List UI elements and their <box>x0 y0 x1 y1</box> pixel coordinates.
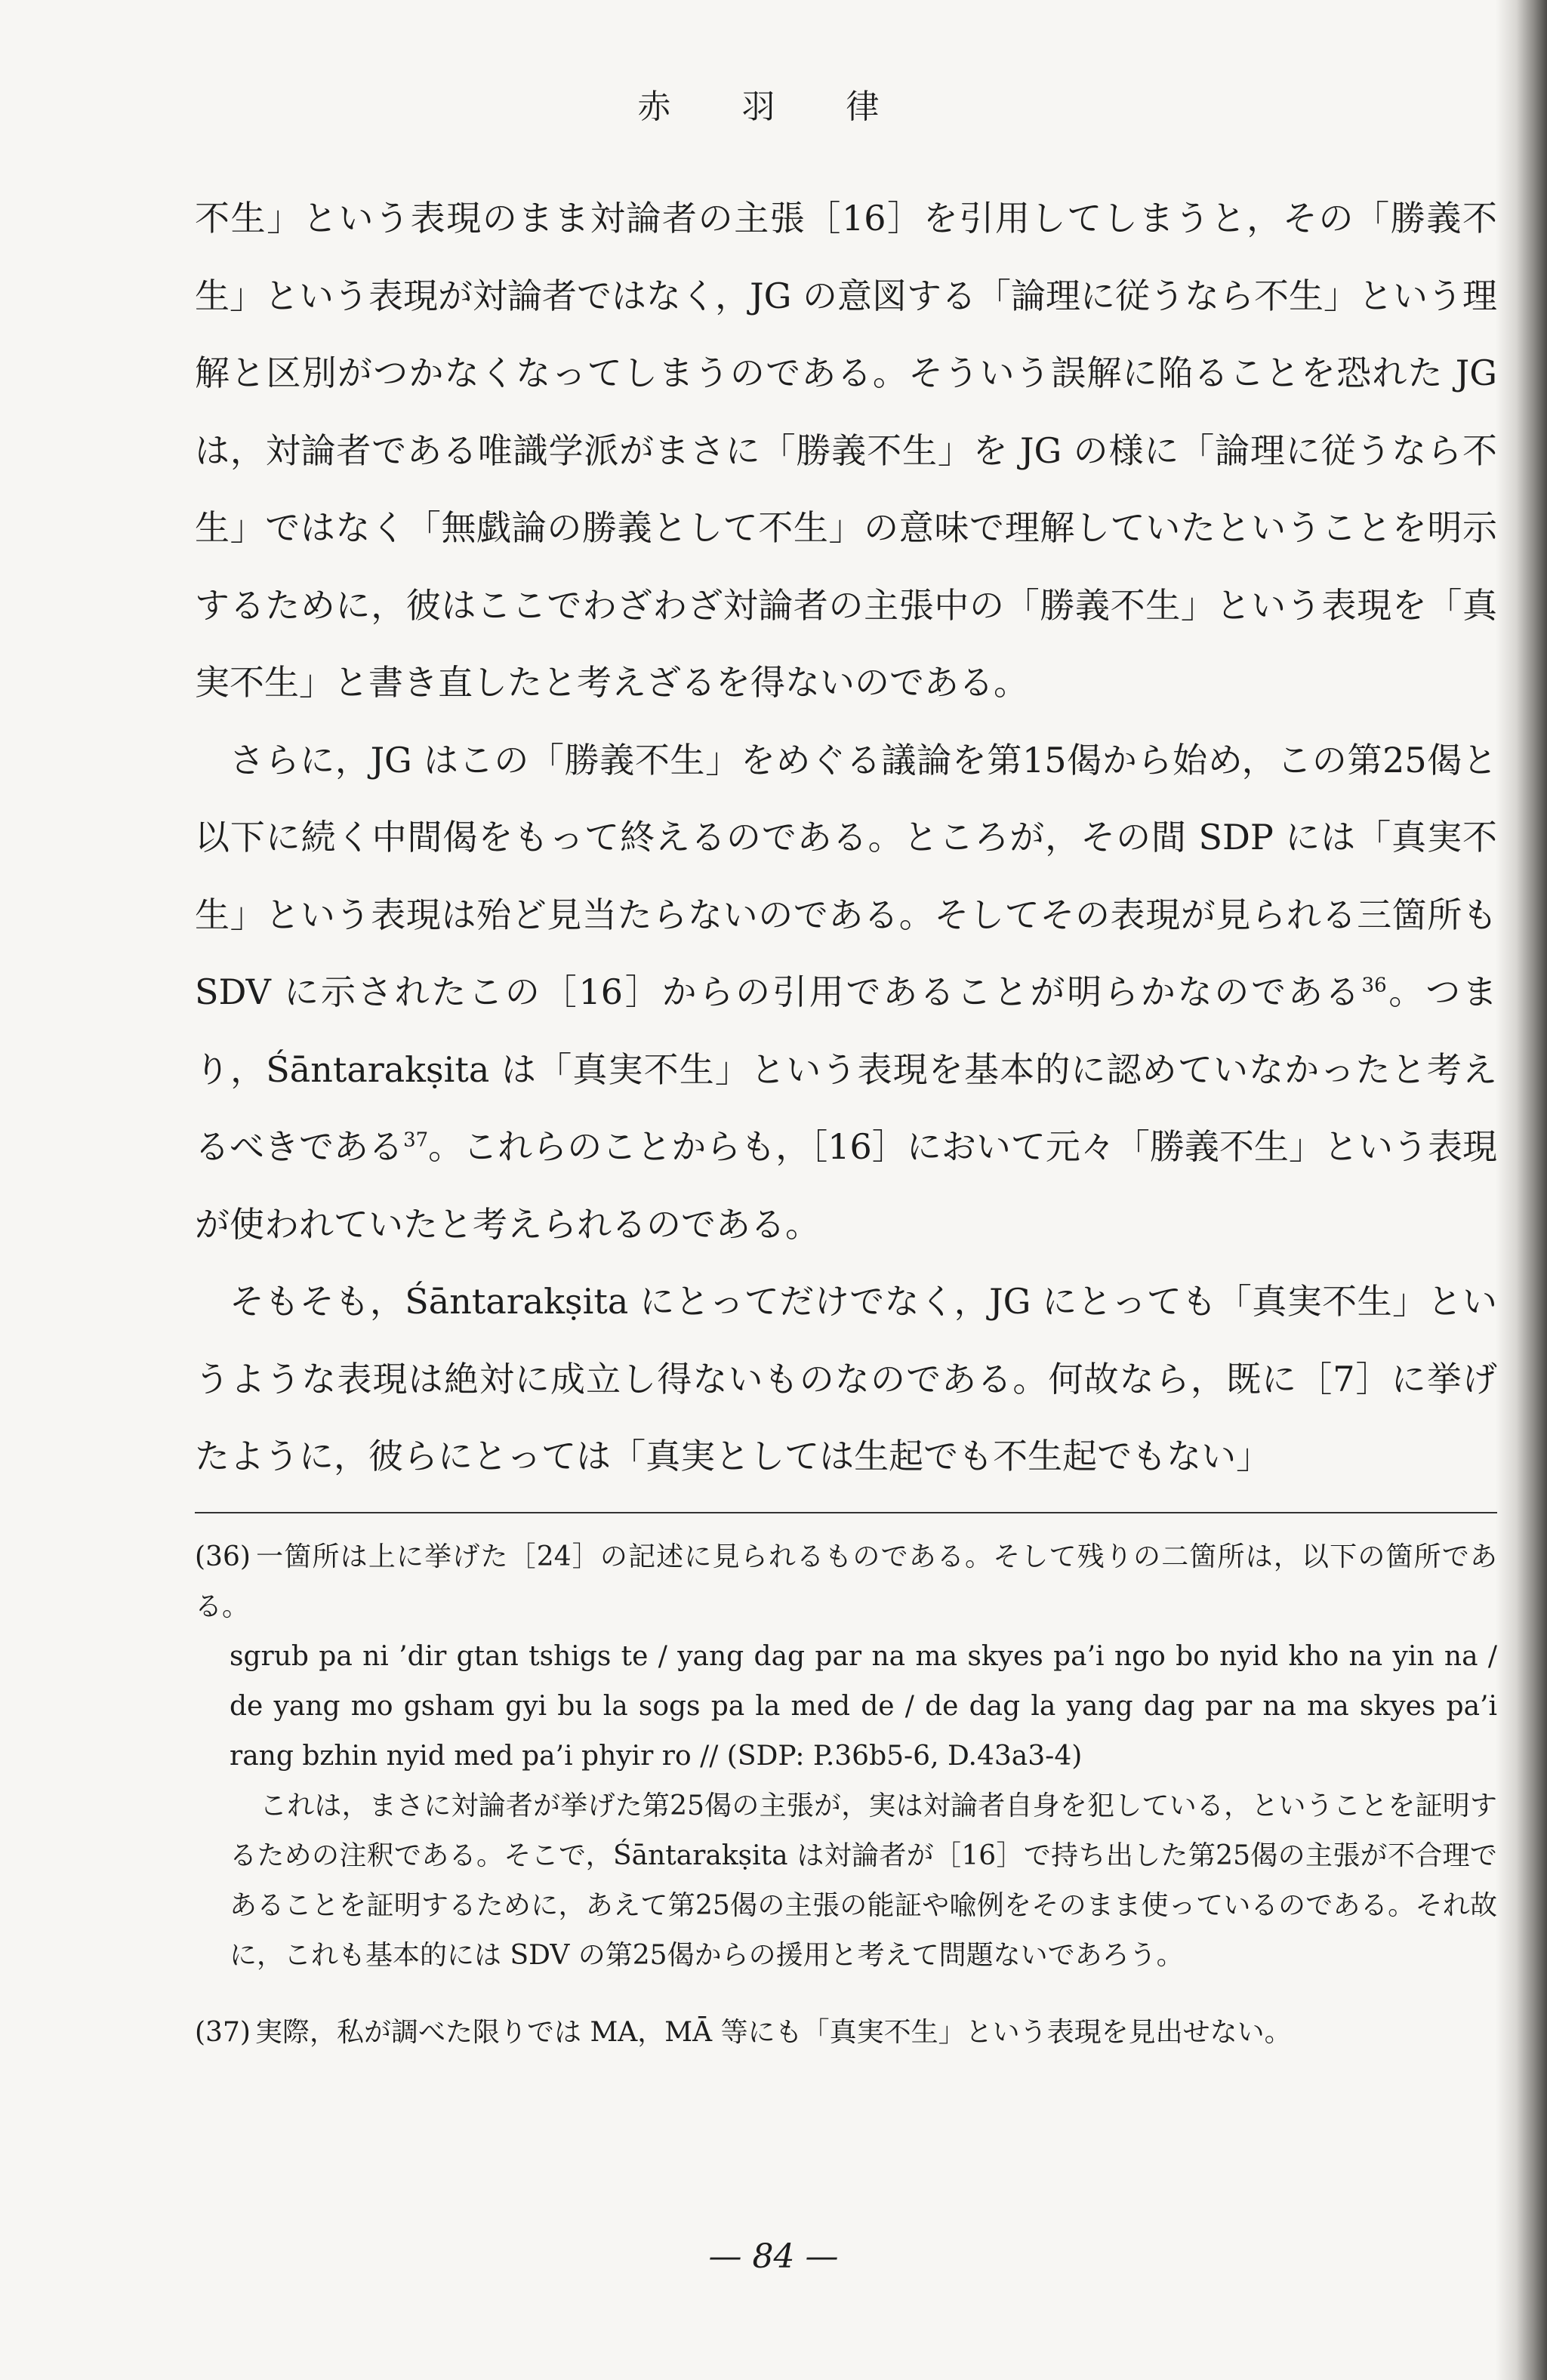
footnote-tibetan-quote: sgrub pa ni ’dir gtan tshigs te / yang dag par na ma skyes pa’i ngo bo nyid kho na yin na / de yang mo gsham gyi bu la sogs pa la med de / de dag la yang dag par na ma skyes pa’i rang bzhin nyid med pa’i phyir ro // (SDP: P.36b5-6, D.43a3-4) <box>230 1641 1497 1772</box>
paragraph-1: 不生」という表現のまま対論者の主張［16］を引用してしまうと，その「勝義不生」という表現が対論者ではなく，JG の意図する「論理に従うなら不生」という理解と区別がつかなくなってしまうのである。そういう誤解に陥ることを恐れた JG は，対論者である唯識学派がまさに「勝義不生」を JG の様に「論理に従うなら不生」ではなく「無戯論の勝義として不生」の意味で理解していたということを明示するために，彼はここでわざわざ対論者の主張中の「勝義不生」という表現を「真実不生」と書き直したと考えざるを得ないのである。 <box>195 198 1498 703</box>
paragraph-3: そもそも，Śāntarakṣita にとってだけでなく，JG にとっても「真実不生」というような表現は絶対に成立し得ないものなのである。何故なら，既に［7］に挙げたように，彼らにとっては「真実としては生起でも不生起でもない」 <box>195 1281 1497 1476</box>
footnote-ref-36: 36 <box>1361 974 1387 997</box>
footnote-36 <box>195 1532 1497 1981</box>
main-text <box>195 180 1497 1495</box>
footnote-text: これは，まさに対論者が挙げた第25偈の主張が，実は対論者自身を犯している，ということを証明するための注釈である。そこで，Śāntarakṣita は対論者が［16］で持ち出した第25偈の主張が不合理であることを証明するために，あえて第25偈の主張の能証や喩例をそのまま使っているのである。それ故に，これも基本的には SDV の第25偈からの援用と考えて問題ないであろう。 <box>230 1790 1497 1971</box>
footnote-divider <box>195 1512 1497 1513</box>
scanned-page-edge <box>1496 0 1547 2380</box>
footnote-number: (37) <box>195 2017 251 2048</box>
running-head: 赤 羽 律 <box>637 88 910 126</box>
footnote-number: (36) <box>195 1541 251 1572</box>
footnote-text: 実際，私が調べた限りでは MA，MĀ 等にも「真実不生」という表現を見出せない。 <box>255 2017 1292 2048</box>
paragraph-2-text-b: 。つまり，Śāntarakṣita は「真実不生」という表現を基本的に認めていなかったと考えるべきである <box>195 971 1497 1167</box>
footnote-ref-37: 37 <box>403 1128 429 1152</box>
footnote-text: 一箇所は上に挙げた［24］の記述に見られるものである。そして残りの二箇所は，以下の箇所である。 <box>195 1541 1497 1622</box>
page-number: — 84 — <box>708 2237 839 2276</box>
paragraph-2-text-c: 。これらのことからも，［16］において元々「勝義不生」という表現が使われていたと考えられるのである。 <box>195 1126 1497 1245</box>
footnotes <box>195 1532 1497 2085</box>
footnote-37 <box>195 2008 1497 2058</box>
paragraph-2 <box>195 722 1497 1264</box>
paragraph-2-text-a: さらに，JG はこの「勝義不生」をめぐる議論を第15偈から始め，この第25偈と以下に続く中間偈をもって終えるのである。ところが，その間 SDP には「真実不生」という表現は殆ど見当たらないのである。そしてその表現が見られる三箇所も SDV に示されたこの［16］からの引用であることが明らかなのである <box>195 739 1498 1012</box>
